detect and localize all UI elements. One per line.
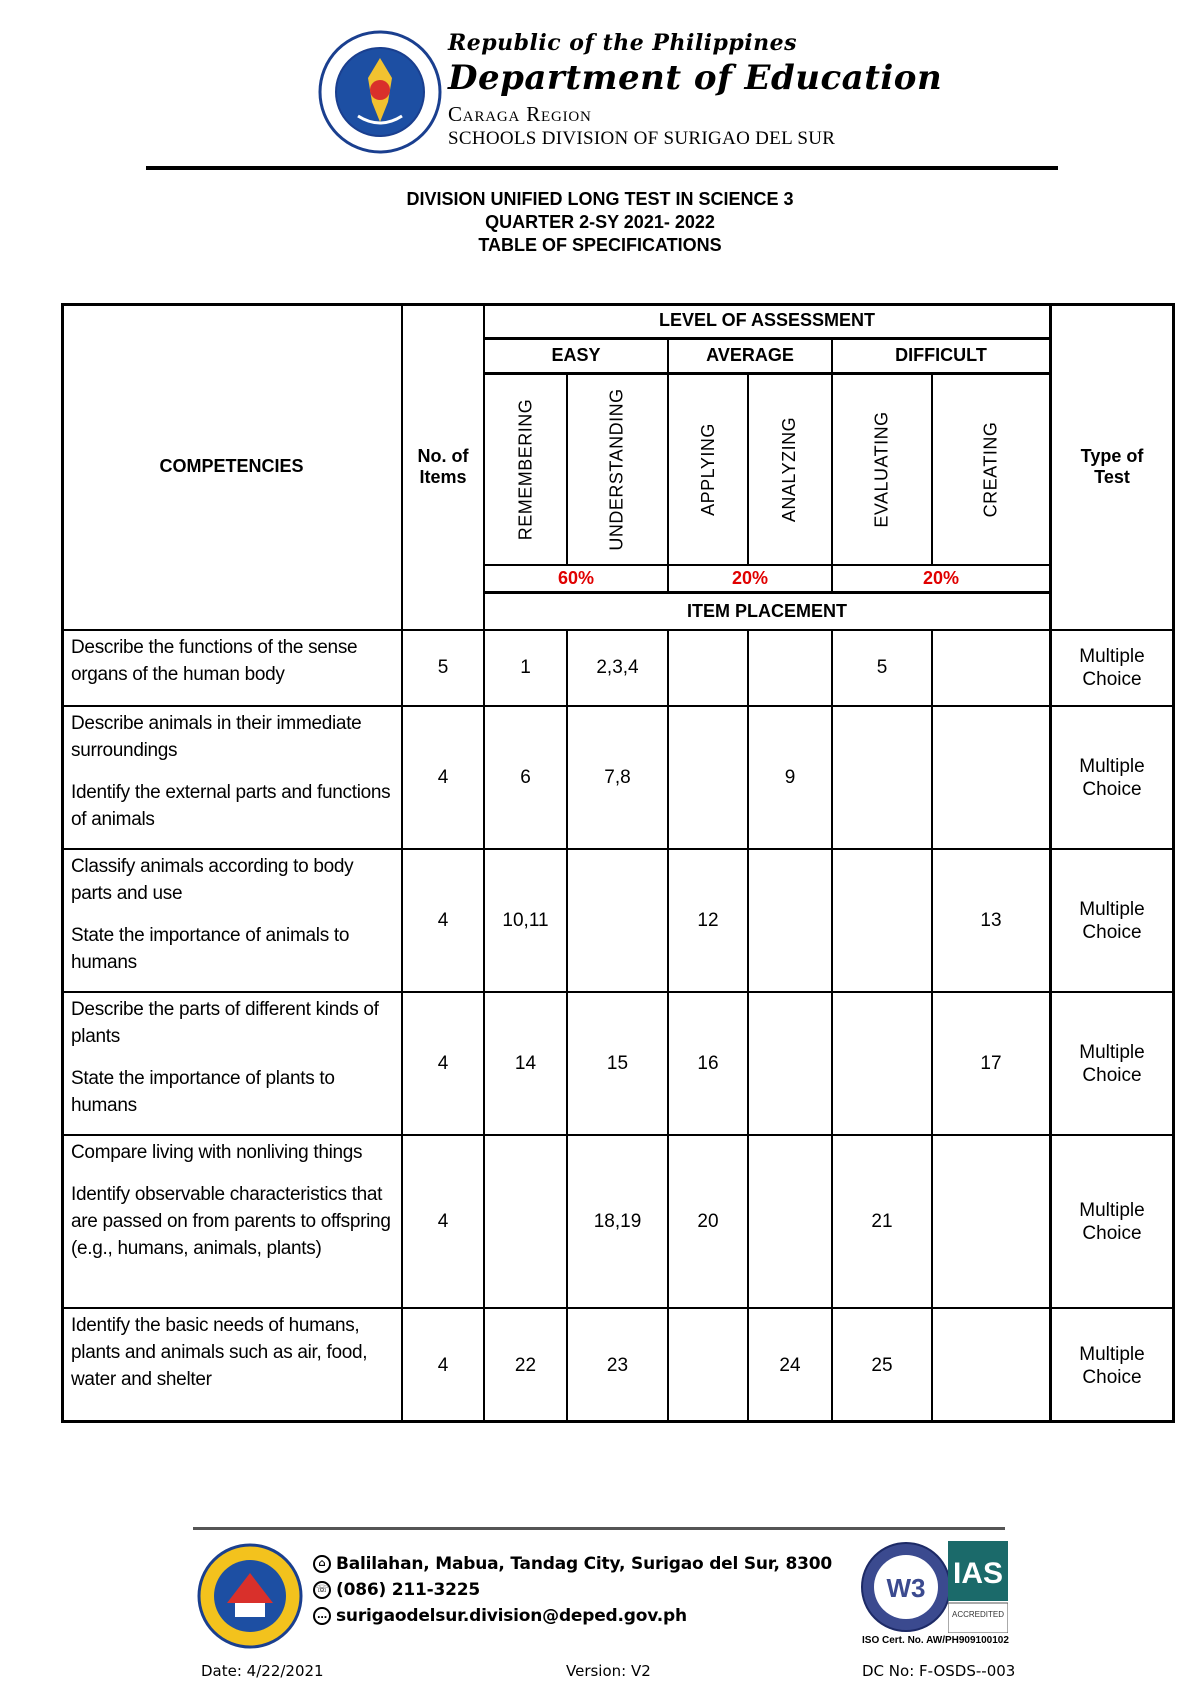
- type-of-test: Multiple Choice: [1079, 1041, 1145, 1086]
- table-rule: [484, 564, 1050, 566]
- type-of-test: Multiple Choice: [1079, 755, 1145, 800]
- analyzing-placement: 24: [779, 1354, 801, 1376]
- table-rule: [747, 630, 749, 1423]
- items-count-cell: [402, 706, 484, 849]
- items-count-cell: [402, 1308, 484, 1423]
- remembering-placement: 1: [520, 657, 531, 678]
- document-control-number: DC No: F-OSDS--003: [862, 1662, 1016, 1680]
- understanding-placement-cell: [567, 849, 668, 992]
- type-of-test-cell: [1050, 1308, 1174, 1423]
- remembering-placement-cell: [484, 992, 567, 1135]
- average-cell: [668, 338, 832, 373]
- level-of-assessment-cell: [484, 303, 1050, 338]
- email-text[interactable]: surigaodelsur.division@deped.gov.ph: [336, 1606, 687, 1626]
- competency-text: Describe the parts of different kinds of plants: [71, 999, 379, 1047]
- header-divider: [146, 166, 1058, 170]
- average-percent: 20%: [731, 568, 769, 588]
- analyzing-placement-cell: [748, 706, 832, 849]
- address-text: Balilahan, Mabua, Tandag City, Surigao del Sur, 8300: [336, 1554, 832, 1574]
- republic-text: Republic of the Philippines: [448, 30, 798, 56]
- table-row-rule: [61, 1307, 1174, 1309]
- competency-cell: [61, 1308, 402, 1423]
- competency-cell: [61, 630, 402, 706]
- creating-placement-cell: [932, 992, 1050, 1135]
- phone-icon: ☏: [313, 1581, 331, 1599]
- table-rule: [566, 630, 568, 1423]
- difficult-cell: [832, 338, 1050, 373]
- remembering-placement-cell: [484, 849, 567, 992]
- division-text: SCHOOLS DIVISION OF SURIGAO DEL SUR: [448, 128, 836, 149]
- creating-placement-cell: [932, 1135, 1050, 1308]
- understanding-placement: 15: [606, 1052, 629, 1074]
- table-row-rule: [61, 705, 1174, 707]
- remembering-placement: 6: [520, 766, 531, 788]
- remembering-header: REMEMBERING: [515, 398, 536, 540]
- analyzing-placement-cell: [748, 849, 832, 992]
- understanding-placement: 18,19: [593, 1210, 642, 1232]
- understanding-placement-cell: [567, 1308, 668, 1423]
- evaluating-placement-cell: [832, 1135, 932, 1308]
- table-row-rule: [61, 848, 1174, 850]
- test-title: DIVISION UNIFIED LONG TEST IN SCIENCE 3: [406, 189, 794, 209]
- department-text: Department of Education: [448, 58, 943, 98]
- applying-placement-cell: [668, 630, 748, 706]
- document-version: Version: V2: [566, 1662, 651, 1680]
- phone-text: (086) 211-3225: [336, 1580, 480, 1600]
- easy-cell: [484, 338, 668, 373]
- type-of-test: Multiple Choice: [1079, 1199, 1145, 1244]
- competencies-header: COMPETENCIES: [159, 456, 304, 476]
- no-of-items-header-cell: [402, 303, 484, 630]
- applying-placement: 20: [697, 1210, 719, 1232]
- chat-icon: …: [313, 1607, 331, 1625]
- type-of-test-cell: [1050, 630, 1174, 706]
- items-count-cell: [402, 630, 484, 706]
- table-row-rule: [61, 1134, 1174, 1136]
- footer-email: [313, 1606, 687, 1626]
- creating-placement-cell: [932, 849, 1050, 992]
- remembering-placement-cell: [484, 630, 567, 706]
- items-count-cell: [402, 1135, 484, 1308]
- table-rule: [484, 372, 1050, 375]
- analyzing-header-cell: [748, 373, 832, 565]
- no-of-items-header: No. of Items: [417, 445, 469, 487]
- home-icon: ⌂: [313, 1555, 331, 1573]
- competency-text: State the importance of animals to humans: [71, 925, 350, 973]
- competency-text: Describe the functions of the sense organs of the human body: [71, 637, 358, 685]
- svg-text:W3: W3: [886, 1573, 926, 1603]
- average-header: AVERAGE: [706, 345, 794, 365]
- competencies-header-cell: [61, 303, 402, 630]
- type-of-test: Multiple Choice: [1079, 1343, 1145, 1388]
- type-of-test: Multiple Choice: [1079, 646, 1145, 690]
- type-of-test-header: Type of Test: [1080, 445, 1144, 487]
- understanding-placement-cell: [567, 992, 668, 1135]
- item-placement-header: ITEM PLACEMENT: [687, 600, 847, 621]
- svg-text:ACCREDITED: ACCREDITED: [951, 1610, 1005, 1619]
- table-row-rule: [61, 629, 1174, 631]
- table-border-bottom: [61, 1420, 1174, 1423]
- analyzing-header: ANALYZING: [779, 416, 800, 522]
- level-of-assessment-header: LEVEL OF ASSESSMENT: [658, 310, 876, 330]
- competency-text: Describe animals in their immediate surroundings: [71, 713, 362, 761]
- deped-seal-logo: [318, 30, 442, 154]
- footer-address: [313, 1554, 832, 1574]
- analyzing-placement-cell: [748, 1308, 832, 1423]
- applying-placement-cell: [668, 1308, 748, 1423]
- table-rule: [484, 591, 1050, 594]
- type-of-test-cell: [1050, 992, 1174, 1135]
- average-percent-cell: [668, 565, 832, 592]
- tos-title: TABLE OF SPECIFICATIONS: [478, 235, 722, 255]
- footer-divider: [193, 1527, 1005, 1530]
- ias-accredited-logo: [948, 1541, 1008, 1633]
- type-of-test-cell: [1050, 849, 1174, 992]
- evaluating-header: EVALUATING: [871, 410, 892, 528]
- creating-placement: 17: [980, 1052, 1002, 1074]
- difficult-header: DIFFICULT: [895, 345, 987, 365]
- creating-placement-cell: [932, 1308, 1050, 1423]
- acs-certification-logo: [860, 1541, 952, 1633]
- easy-percent-cell: [484, 565, 668, 592]
- creating-placement: 13: [980, 909, 1002, 931]
- understanding-header: UNDERSTANDING: [607, 387, 628, 551]
- understanding-placement-cell: [567, 706, 668, 849]
- items-count-cell: [402, 992, 484, 1135]
- table-border-left: [61, 303, 64, 1423]
- analyzing-placement-cell: [748, 630, 832, 706]
- difficult-percent: 20%: [922, 568, 960, 588]
- competency-text: State the importance of plants to humans: [71, 1068, 335, 1116]
- table-rule: [831, 630, 833, 1423]
- difficult-percent-cell: [832, 565, 1050, 592]
- evaluating-placement-cell: [832, 992, 932, 1135]
- evaluating-header-cell: [832, 373, 932, 565]
- table-rule: [931, 630, 933, 1423]
- type-of-test-header-cell: [1050, 303, 1174, 630]
- applying-placement-cell: [668, 849, 748, 992]
- table-rule: [667, 338, 669, 592]
- evaluating-placement-cell: [832, 706, 932, 849]
- type-of-test-cell: [1050, 706, 1174, 849]
- applying-header: APPLYING: [697, 422, 718, 516]
- competency-text: Identify the external parts and functions of animals: [71, 782, 391, 830]
- svg-text:IAS: IAS: [952, 1557, 1004, 1590]
- items-count: 4: [437, 1052, 449, 1074]
- evaluating-placement: 21: [871, 1210, 893, 1232]
- competency-text: Classify animals according to body parts and use: [71, 856, 354, 904]
- region-text: Caraga Region: [448, 102, 592, 126]
- table-border-top: [61, 303, 1174, 306]
- easy-percent: 60%: [557, 568, 595, 588]
- understanding-header-cell: [567, 373, 668, 565]
- applying-header-cell: [668, 373, 748, 565]
- table-rule: [484, 337, 1050, 340]
- type-of-test: Multiple Choice: [1079, 898, 1145, 943]
- competency-cell: [61, 1135, 402, 1308]
- creating-placement-cell: [932, 706, 1050, 849]
- understanding-placement-cell: [567, 630, 668, 706]
- table-border-right: [1172, 303, 1175, 1423]
- competency-cell: [61, 849, 402, 992]
- competency-cell: [61, 706, 402, 849]
- table-row-rule: [61, 991, 1174, 993]
- competency-text: Compare living with nonliving things: [71, 1142, 363, 1163]
- table-rule: [667, 630, 669, 1423]
- applying-placement: 16: [697, 1052, 719, 1074]
- remembering-header-cell: [484, 373, 567, 565]
- specifications-table: [61, 303, 1174, 1423]
- table-rule: [931, 373, 933, 565]
- table-rule: [483, 303, 485, 1423]
- remembering-placement: 10,11: [502, 909, 549, 931]
- analyzing-placement-cell: [748, 992, 832, 1135]
- competency-cell: [61, 992, 402, 1135]
- iso-cert-number: ISO Cert. No. AW/PH909100102: [862, 1635, 1009, 1646]
- item-placement-cell: [484, 592, 1050, 630]
- table-rule: [831, 338, 833, 592]
- easy-header: EASY: [551, 345, 601, 365]
- footer-phone: [313, 1580, 480, 1600]
- evaluating-placement-cell: [832, 630, 932, 706]
- type-of-test-cell: [1050, 1135, 1174, 1308]
- understanding-placement: 2,3,4: [596, 657, 639, 678]
- items-count: 4: [437, 909, 449, 931]
- analyzing-placement: 9: [784, 766, 796, 788]
- understanding-placement: 23: [606, 1354, 629, 1376]
- items-count-cell: [402, 849, 484, 992]
- table-rule: [566, 373, 568, 565]
- creating-header: CREATING: [980, 421, 1001, 517]
- understanding-placement: 7,8: [604, 766, 631, 788]
- understanding-placement-cell: [567, 1135, 668, 1308]
- remembering-placement: 22: [514, 1354, 537, 1376]
- applying-placement: 12: [697, 909, 719, 931]
- table-rule: [401, 303, 403, 1423]
- items-count: 4: [437, 766, 449, 788]
- applying-placement-cell: [668, 992, 748, 1135]
- evaluating-placement-cell: [832, 849, 932, 992]
- items-count: 4: [437, 1210, 449, 1232]
- applying-placement-cell: [668, 706, 748, 849]
- creating-placement-cell: [932, 630, 1050, 706]
- table-rule: [1049, 303, 1052, 1423]
- evaluating-placement: 5: [876, 657, 888, 678]
- analyzing-placement-cell: [748, 1135, 832, 1308]
- table-rule: [747, 373, 749, 565]
- competency-text: Identify the basic needs of humans, plants and animals such as air, food, water and shelter: [71, 1315, 368, 1390]
- division-seal-logo: [197, 1543, 303, 1649]
- competency-text: Identify observable characteristics that are passed on from parents to offspring (e.g., humans, animals, plants): [71, 1184, 391, 1259]
- document-date: Date: 4/22/2021: [201, 1662, 324, 1680]
- items-count: 4: [437, 1354, 449, 1376]
- applying-placement-cell: [668, 1135, 748, 1308]
- creating-header-cell: [932, 373, 1050, 565]
- items-count: 5: [437, 657, 449, 678]
- evaluating-placement: 25: [871, 1354, 893, 1376]
- remembering-placement-cell: [484, 1135, 567, 1308]
- remembering-placement-cell: [484, 1308, 567, 1423]
- evaluating-placement-cell: [832, 1308, 932, 1423]
- remembering-placement: 14: [514, 1052, 537, 1074]
- quarter-title: QUARTER 2-SY 2021- 2022: [485, 212, 715, 232]
- remembering-placement-cell: [484, 706, 567, 849]
